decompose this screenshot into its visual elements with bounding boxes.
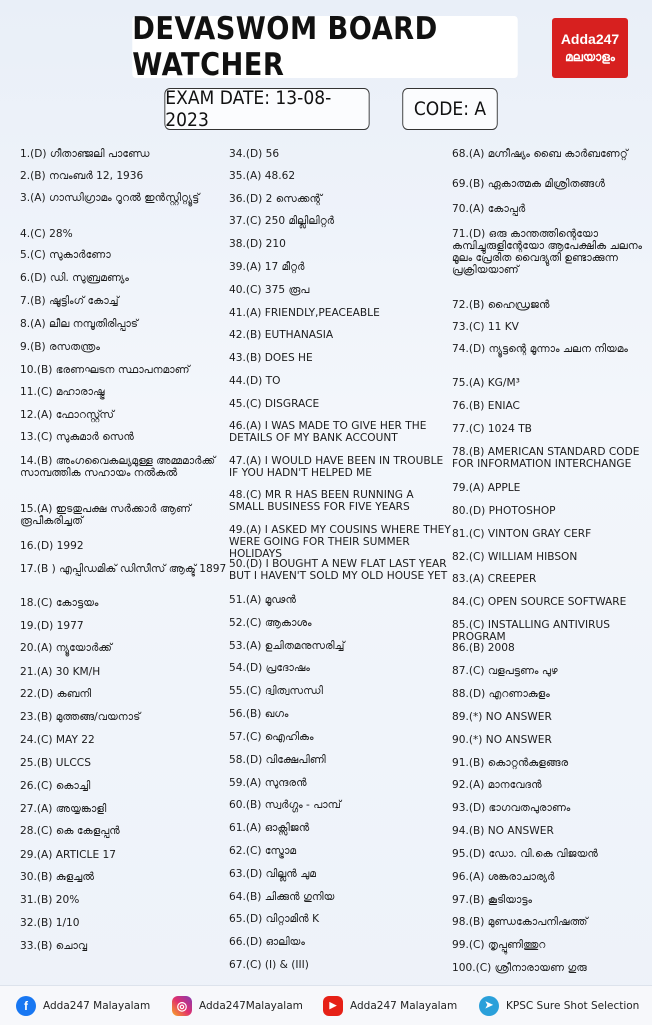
answer-item: 53.(A) ഉചിതമനുസരിച്ച്: [229, 640, 345, 652]
answer-item: 24.(C) MAY 22: [20, 734, 95, 746]
answer-item: 26.(C) കൊച്ചി: [20, 780, 91, 792]
page-title: DEVASWOM BOARD WATCHER: [132, 16, 517, 78]
answer-item: 93.(D) ഭാഗവതപുരാണം: [452, 802, 571, 814]
answer-item: 39.(A) 17 മീറ്റർ: [229, 261, 305, 273]
adda247-logo: [552, 18, 628, 78]
answer-item: 9.(B) രസതന്ത്രം: [20, 341, 100, 353]
answer-item: 68.(A) മഗ്നീഷ്യം ബൈ കാർബണേറ്റ്: [452, 148, 628, 160]
facebook-icon: f: [16, 996, 36, 1016]
answer-item: 89.(*) NO ANSWER: [452, 711, 552, 723]
answer-item: 32.(B) 1/10: [20, 917, 80, 929]
answer-item: 35.(A) 48.62: [229, 170, 296, 182]
answer-item: 77.(C) 1024 TB: [452, 423, 532, 435]
answer-item: 52.(C) ആകാശം: [229, 617, 312, 629]
instagram-label: Adda247Malayalam: [199, 999, 303, 1012]
answer-item: 25.(B) ULCCS: [20, 757, 91, 769]
answer-item: 97.(B) കൂടിയാട്ടം: [452, 894, 533, 906]
answer-item: 55.(C) ദ്വിത്വസന്ധി: [229, 685, 323, 697]
answer-item: 84.(C) OPEN SOURCE SOFTWARE: [452, 596, 627, 608]
social-footer: [0, 985, 652, 1025]
youtube-link[interactable]: [323, 986, 457, 1025]
answer-item: 57.(C) ഐഹികം: [229, 731, 314, 743]
answer-item: 34.(D) 56: [229, 148, 280, 160]
answer-item: 83.(A) CREEPER: [452, 573, 537, 585]
answer-item: 94.(B) NO ANSWER: [452, 825, 554, 837]
answer-item: 37.(C) 250 മില്ലിലിറ്റർ: [229, 215, 335, 227]
answer-item: 51.(A) മൂഢൻ: [229, 594, 297, 606]
answer-item: 100.(C) ശ്രീനാരായണ ഗുരു: [452, 962, 587, 974]
telegram-link[interactable]: [479, 986, 639, 1025]
answer-item: 6.(D) ഡി. സുബ്രമണ്യം: [20, 272, 129, 284]
answer-item: 4.(C) 28%: [20, 228, 73, 240]
answer-item: 75.(A) KG/M³: [452, 377, 520, 389]
answer-item: 19.(D) 1977: [20, 620, 84, 632]
answer-item: 88.(D) എറണാകുളം: [452, 688, 550, 700]
answer-item: 21.(A) 30 KM/H: [20, 666, 101, 678]
answer-item: 61.(A) ഓക്സിജൻ: [229, 822, 310, 834]
answer-item: 12.(A) ഫോറസ്റ്റ്സ്: [20, 409, 114, 421]
answer-item: 96.(A) ശങ്കരാചാര്യർ: [452, 871, 555, 883]
answer-item: 11.(C) മഹാരാഷ്ട്ര: [20, 386, 105, 398]
answer-item: 46.(A) I WAS MADE TO GIVE HER THE DETAILS OF MY BANK ACCOUNT: [229, 420, 427, 444]
answer-item: 30.(B) കുളച്ചൽ: [20, 871, 95, 883]
answer-item: 64.(B) ചിക്കുൻ ഗുനിയ: [229, 891, 335, 903]
answer-item: 98.(B) മുണ്ഡകോപനിഷത്ത്: [452, 916, 588, 928]
answer-item: 48.(C) MR R HAS BEEN RUNNING A SMALL BUSINESS FOR FIVE YEARS: [229, 489, 414, 513]
answer-item: 33.(B) ചൊവ്വ: [20, 940, 88, 952]
answer-item: 59.(A) സുന്ദരൻ: [229, 777, 307, 789]
answer-item: 47.(A) I WOULD HAVE BEEN IN TROUBLE IF YOU HADN'T HELPED ME: [229, 455, 444, 479]
answer-item: 7.(B) ഷൂട്ടിംഗ് കോച്ച്: [20, 295, 119, 307]
answer-item: 22.(D) കബനി: [20, 688, 92, 700]
facebook-link[interactable]: [16, 986, 150, 1025]
answer-item: 13.(C) സുകുമാർ സെൻ: [20, 431, 134, 443]
answer-item: 43.(B) DOES HE: [229, 352, 313, 364]
answer-item: 92.(A) മാനവേദൻ: [452, 779, 542, 791]
answer-item: 36.(D) 2 സെക്കന്റ്: [229, 193, 322, 205]
answer-item: 42.(B) EUTHANASIA: [229, 329, 334, 341]
answer-item: 10.(B) ഭരണഘടന സ്ഥാപനമാണ്: [20, 364, 190, 376]
answer-item: 71.(D) ഒരു കാന്തത്തിന്റെയോ കമ്പിച്ചുരുളിന്റേയോ ആപേക്ഷിക ചലനം മൂലം പ്രേരിത വൈദ്യുതി ഉണ്ടാക്കുന്ന പ്രക്രിയയാണ്: [452, 228, 643, 276]
answer-item: 50.(D) I BOUGHT A NEW FLAT LAST YEAR BUT I HAVEN'T SOLD MY OLD HOUSE YET: [229, 558, 448, 582]
answer-item: 38.(D) 210: [229, 238, 286, 250]
answer-item: 23.(B) മുത്തങ്ങ/വയനാട്: [20, 711, 141, 723]
answer-item: 66.(D) ഓലിയം: [229, 936, 305, 948]
answer-item: 3.(A) ഗാന്ധിഗ്രാമം റൂറൽ ഇൻസ്റ്റിറ്റ്യൂട്ട്: [20, 192, 200, 204]
answer-item: 45.(C) DISGRACE: [229, 398, 320, 410]
answer-item: 2.(B) നവംബർ 12, 1936: [20, 170, 144, 182]
answer-item: 5.(C) സുകാർണോ: [20, 249, 111, 261]
answer-item: 73.(C) 11 KV: [452, 321, 519, 333]
telegram-label: KPSC Sure Shot Selection: [506, 999, 640, 1012]
answer-item: 90.(*) NO ANSWER: [452, 734, 552, 746]
answer-item: 20.(A) ന്യൂയോർക്ക്: [20, 642, 112, 654]
answer-item: 14.(B) അംഗവൈകല്യമുള്ള അമ്മമാർക്ക് സാമ്പത്തിക സഹായം നൽകൽ: [20, 455, 216, 479]
instagram-link[interactable]: [172, 986, 303, 1025]
answer-item: 29.(A) ARTICLE 17: [20, 849, 117, 861]
telegram-icon: ➤: [479, 996, 499, 1016]
youtube-label: Adda247 Malayalam: [350, 999, 458, 1012]
answer-item: 99.(C) തൃപ്പൂണിത്തുറ: [452, 939, 546, 951]
answer-item: 91.(B) കൊറ്റൻകുളങ്ങര: [452, 757, 569, 769]
answer-item: 80.(D) PHOTOSHOP: [452, 505, 556, 517]
answer-item: 44.(D) TO: [229, 375, 281, 387]
answer-item: 56.(B) ഖഗം: [229, 708, 289, 720]
answer-item: 60.(B) സ്വർഗ്ഗം - പാമ്പ്: [229, 799, 341, 811]
answer-item: 15.(A) ഇടതുപക്ഷ സർക്കാർ ആണ് രൂപീകരിച്ചത്: [20, 503, 191, 527]
answer-item: 16.(D) 1992: [20, 540, 84, 552]
answer-item: 70.(A) കോപ്പർ: [452, 203, 526, 215]
answer-item: 67.(C) (I) & (III): [229, 959, 309, 971]
answer-item: 76.(B) ENIAC: [452, 400, 520, 412]
answer-item: 79.(A) APPLE: [452, 482, 521, 494]
answer-item: 54.(D) പ്രദോഷം: [229, 662, 310, 674]
answer-item: 18.(C) കോട്ടയം: [20, 597, 99, 609]
answer-item: 78.(B) AMERICAN STANDARD CODE FOR INFORMATION INTERCHANGE: [452, 446, 640, 470]
answer-item: 58.(D) വിക്ഷേപിണി: [229, 754, 326, 766]
answer-item: 1.(D) ഗീതാഞ്ജലി പാണ്ഡേ: [20, 148, 150, 160]
answer-item: 49.(A) I ASKED MY COUSINS WHERE THEY WERE GOING FOR THEIR SUMMER HOLIDAYS: [229, 524, 451, 560]
logo-text: Adda247: [560, 31, 620, 47]
code-badge: CODE: A: [402, 88, 497, 130]
answer-item: 27.(A) അയ്യങ്കാളി: [20, 803, 107, 815]
answer-item: 17.(B ) എപ്പിഡമിക് ഡിസീസ് ആക്ട് 1897: [20, 563, 227, 575]
answer-item: 85.(C) INSTALLING ANTIVIRUS PROGRAM: [452, 619, 610, 643]
answer-item: 81.(C) VINTON GRAY CERF: [452, 528, 592, 540]
answer-item: 8.(A) ലീല നമ്പൂതിരിപ്പാട്: [20, 318, 139, 330]
answer-item: 72.(B) ഹൈഡ്രജൻ: [452, 299, 550, 311]
facebook-label: Adda247 Malayalam: [43, 999, 151, 1012]
answer-item: 62.(C) സ്ട്രോമ: [229, 845, 297, 857]
answer-item: 74.(D) ന്യൂട്ടന്റെ മൂന്നാം ചലന നിയമം: [452, 343, 628, 355]
instagram-icon: ◎: [172, 996, 192, 1016]
answer-item: 69.(B) ഏകാത്മക മിശ്രിതങ്ങൾ: [452, 178, 605, 190]
answer-item: 40.(C) 375 രൂപ: [229, 284, 310, 296]
youtube-icon: ▶: [323, 996, 343, 1016]
answer-item: 31.(B) 20%: [20, 894, 80, 906]
answer-item: 82.(C) WILLIAM HIBSON: [452, 551, 578, 563]
answer-item: 63.(D) വില്ലൻ ചുമ: [229, 868, 317, 880]
answer-item: 28.(C) കെ കേളപ്പൻ: [20, 825, 120, 837]
answer-item: 86.(B) 2008: [452, 642, 515, 654]
logo-subtext: മലയാളം: [565, 50, 615, 64]
exam-date-badge: EXAM DATE: 13-08-2023: [164, 88, 369, 130]
answer-item: 41.(A) FRIENDLY,PEACEABLE: [229, 307, 380, 319]
answer-item: 87.(C) വളപട്ടണം പുഴ: [452, 665, 558, 677]
answer-item: 95.(D) ഡോ. വി.കെ വിജയൻ: [452, 848, 598, 860]
answer-item: 65.(D) വിറ്റാമിൻ K: [229, 913, 320, 925]
